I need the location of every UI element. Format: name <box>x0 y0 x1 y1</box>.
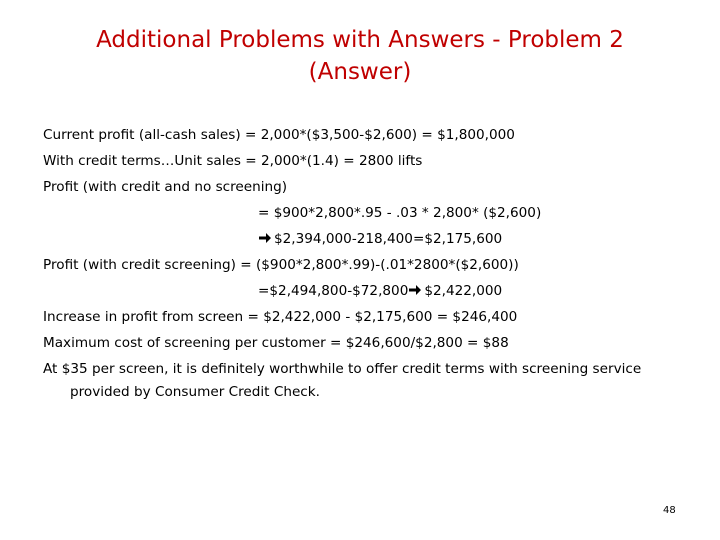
slide-title <box>60 24 660 88</box>
body-line-screening-result <box>43 278 703 304</box>
body-line-maximum-cost: Maximum cost of screening per customer = $246,600/$2,800 = $88 <box>43 335 509 351</box>
no-screening-result-text: $2,394,000-218,400=$2,175,600 <box>274 231 503 247</box>
body-line-profit-no-screening: Profit (with credit and no screening) <box>43 179 288 195</box>
screening-formula-text: =$2,494,800-$72,800 <box>258 283 409 299</box>
right-arrow-icon <box>408 284 422 296</box>
right-arrow-icon <box>258 232 272 244</box>
body-line-no-screening-result <box>43 226 703 252</box>
screening-result-text: $2,422,000 <box>424 283 503 299</box>
body-line-no-screening-formula: = $900*2,800*.95 - .03 * 2,800* ($2,600) <box>258 205 542 221</box>
body-line-profit-with-screening: Profit (with credit screening) = ($900*2,800*.99)-(.01*2800*($2,600)) <box>43 257 519 273</box>
slide-body <box>43 122 703 402</box>
body-line-current-profit: Current profit (all-cash sales) = 2,000*($3,500-$2,600) = $1,800,000 <box>43 127 515 143</box>
slide-title-line-2: (Answer) <box>308 59 412 85</box>
body-line-conclusion: At $35 per screen, it is definitely worthwhile to offer credit terms with screening service <box>43 361 642 377</box>
page-number: 48 <box>663 505 676 516</box>
body-line-increase-in-profit: Increase in profit from screen = $2,422,000 - $2,175,600 = $246,400 <box>43 309 518 325</box>
body-line-conclusion-continued: provided by Consumer Credit Check. <box>70 384 320 400</box>
body-line-credit-terms: With credit terms…Unit sales = 2,000*(1.4) = 2800 lifts <box>43 153 423 169</box>
slide-title-line-1: Additional Problems with Answers - Problem 2 <box>96 27 624 53</box>
